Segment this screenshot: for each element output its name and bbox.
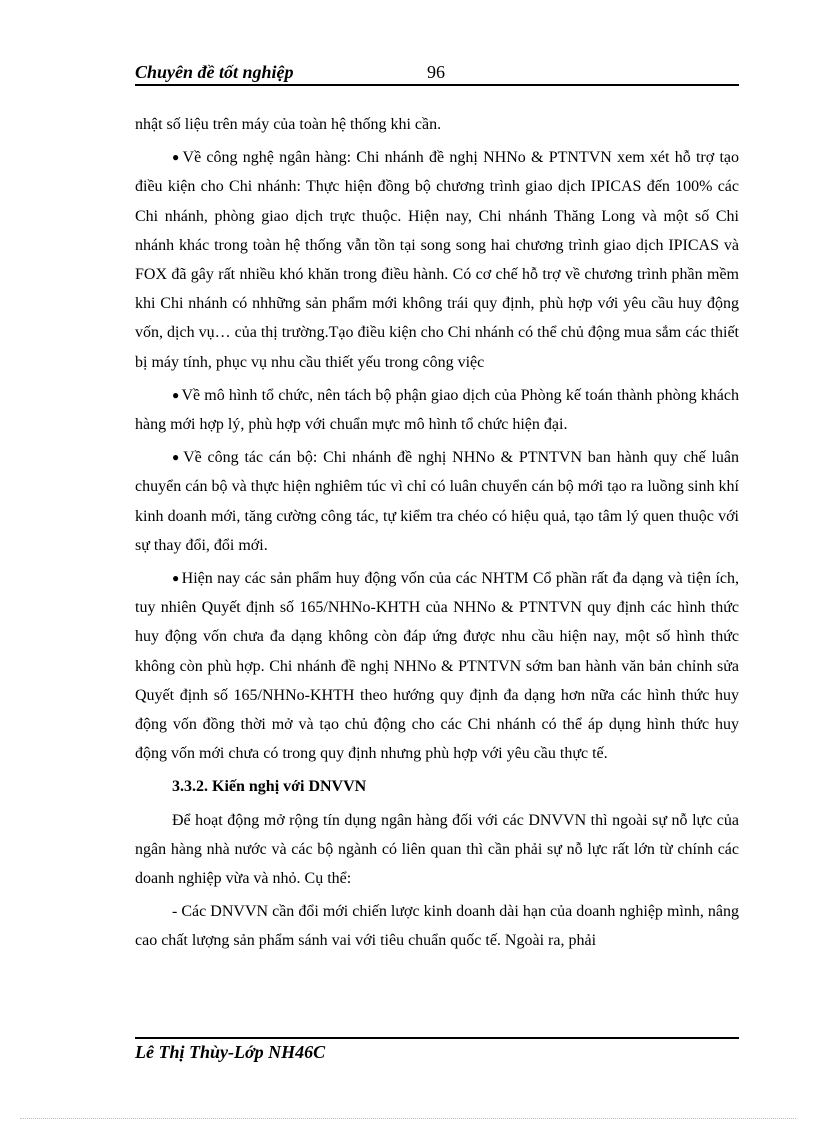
dash-marker: - bbox=[172, 903, 178, 921]
bullet-icon: ● bbox=[172, 450, 182, 465]
header-divider bbox=[135, 84, 739, 86]
bullet-item-organization: ● Về mô hình tổ chức, nên tách bộ phận giao dịch của Phòng kế toán thành phòng khách hàng mới hợp lý, phù hợp với chuẩn mực mô hình tổ chức hiện đại. bbox=[135, 386, 740, 434]
bullet-item-technology: ● Về công nghệ ngân hàng: Chi nhánh đề nghị NHNo & PTNTVN xem xét hỗ trợ tạo điều kiện cho Chi nhánh: Thực hiện đồng bộ chương trình giao dịch IPICAS đến 100% các Chi nhánh, phòng giao dịch trực thuộc. Hiện nay, Chi nhánh Thăng Long và một số Chi nhánh khác trong toàn hệ thống vẫn tồn tại song song hai chương trình giao dịch IPICAS và FOX đã gây rất nhiều khó khăn trong điều hành. Có cơ chế hỗ trợ về chương trình phần mềm khi Chi nhánh có nhhững sản phẩm mới không trái quy định, phù hợp với yêu cầu huy động vốn, dịch vụ… của thị trường.Tạo điều kiện cho Chi nhánh có thể chủ động mua sắm các thiết bị máy tính, phục vụ nhu cầu thiết yếu trong công việc bbox=[135, 149, 740, 371]
page-header bbox=[135, 58, 739, 86]
list-item-dash: - Các DNVVN cần đổi mới chiến lược kinh doanh dài hạn của doanh nghiệp mình, nâng cao chất lượng sản phẩm sánh vai với tiêu chuẩn quốc tế. Ngoài ra, phải bbox=[135, 903, 740, 950]
bullet-icon: ● bbox=[172, 571, 180, 586]
page-number: 96 bbox=[427, 62, 445, 82]
paragraph-intro: Để hoạt động mở rộng tín dụng ngân hàng đối với các DNVVN thì ngoài sự nỗ lực của ngân hàng nhà nước và các bộ ngành có liên quan thì cần phải sự nỗ lực rất lớn từ chính các doanh nghiệp vừa và nhỏ. Cụ thể: bbox=[135, 811, 739, 888]
document-body bbox=[135, 110, 739, 960]
bullet-item-staff: ● Về công tác cán bộ: Chi nhánh đề nghị NHNo & PTNTVN ban hành quy chế luân chuyển cán bộ và thực hiện nghiêm túc vì chỉ có luân chuyển cán bộ mới tạo ra luồng sinh khí kinh doanh mới, tăng cường công tác, tự kiểm tra chéo có hiệu quả, tạo tâm lý quen thuộc với sự thay đổi, đổi mới. bbox=[135, 449, 739, 554]
footer-divider bbox=[135, 1037, 739, 1039]
bullet-icon: ● bbox=[172, 387, 180, 402]
section-heading: 3.3.2. Kiến nghị với DNVVN bbox=[172, 778, 367, 796]
page-edge-line bbox=[20, 1118, 796, 1119]
paragraph-continuation: nhật số liệu trên máy của toàn hệ thống khi cần. bbox=[135, 116, 442, 133]
bullet-item-products: ● Hiện nay các sản phẩm huy động vốn của các NHTM Cổ phần rất đa dạng và tiện ích, tuy nhiên Quyết định số 165/NHNo-KHTH của NHNo & PTNTVN quy định các hình thức huy động vốn chưa đa dạng không còn đáp ứng được nhu cầu hiện nay, một số hình thức không còn phù hợp. Chi nhánh đề nghị NHNo & PTNTVN sớm ban hành văn bản chỉnh sửa Quyết định số 165/NHNo-KHTH theo hướng quy định đa dạng hơn nữa các hình thức huy động vốn đồng thời mở và tạo chủ động cho các Chi nhánh có thể áp dụng hình thức huy động vốn mới chưa có trong quy định nhưng phù hợp với yêu cầu thực tế. bbox=[135, 570, 740, 763]
document-title: Chuyên đề tốt nghiệp bbox=[135, 62, 294, 82]
footer-author: Lê Thị Thùy-Lớp NH46C bbox=[135, 1042, 326, 1062]
bullet-icon: ● bbox=[172, 150, 181, 165]
